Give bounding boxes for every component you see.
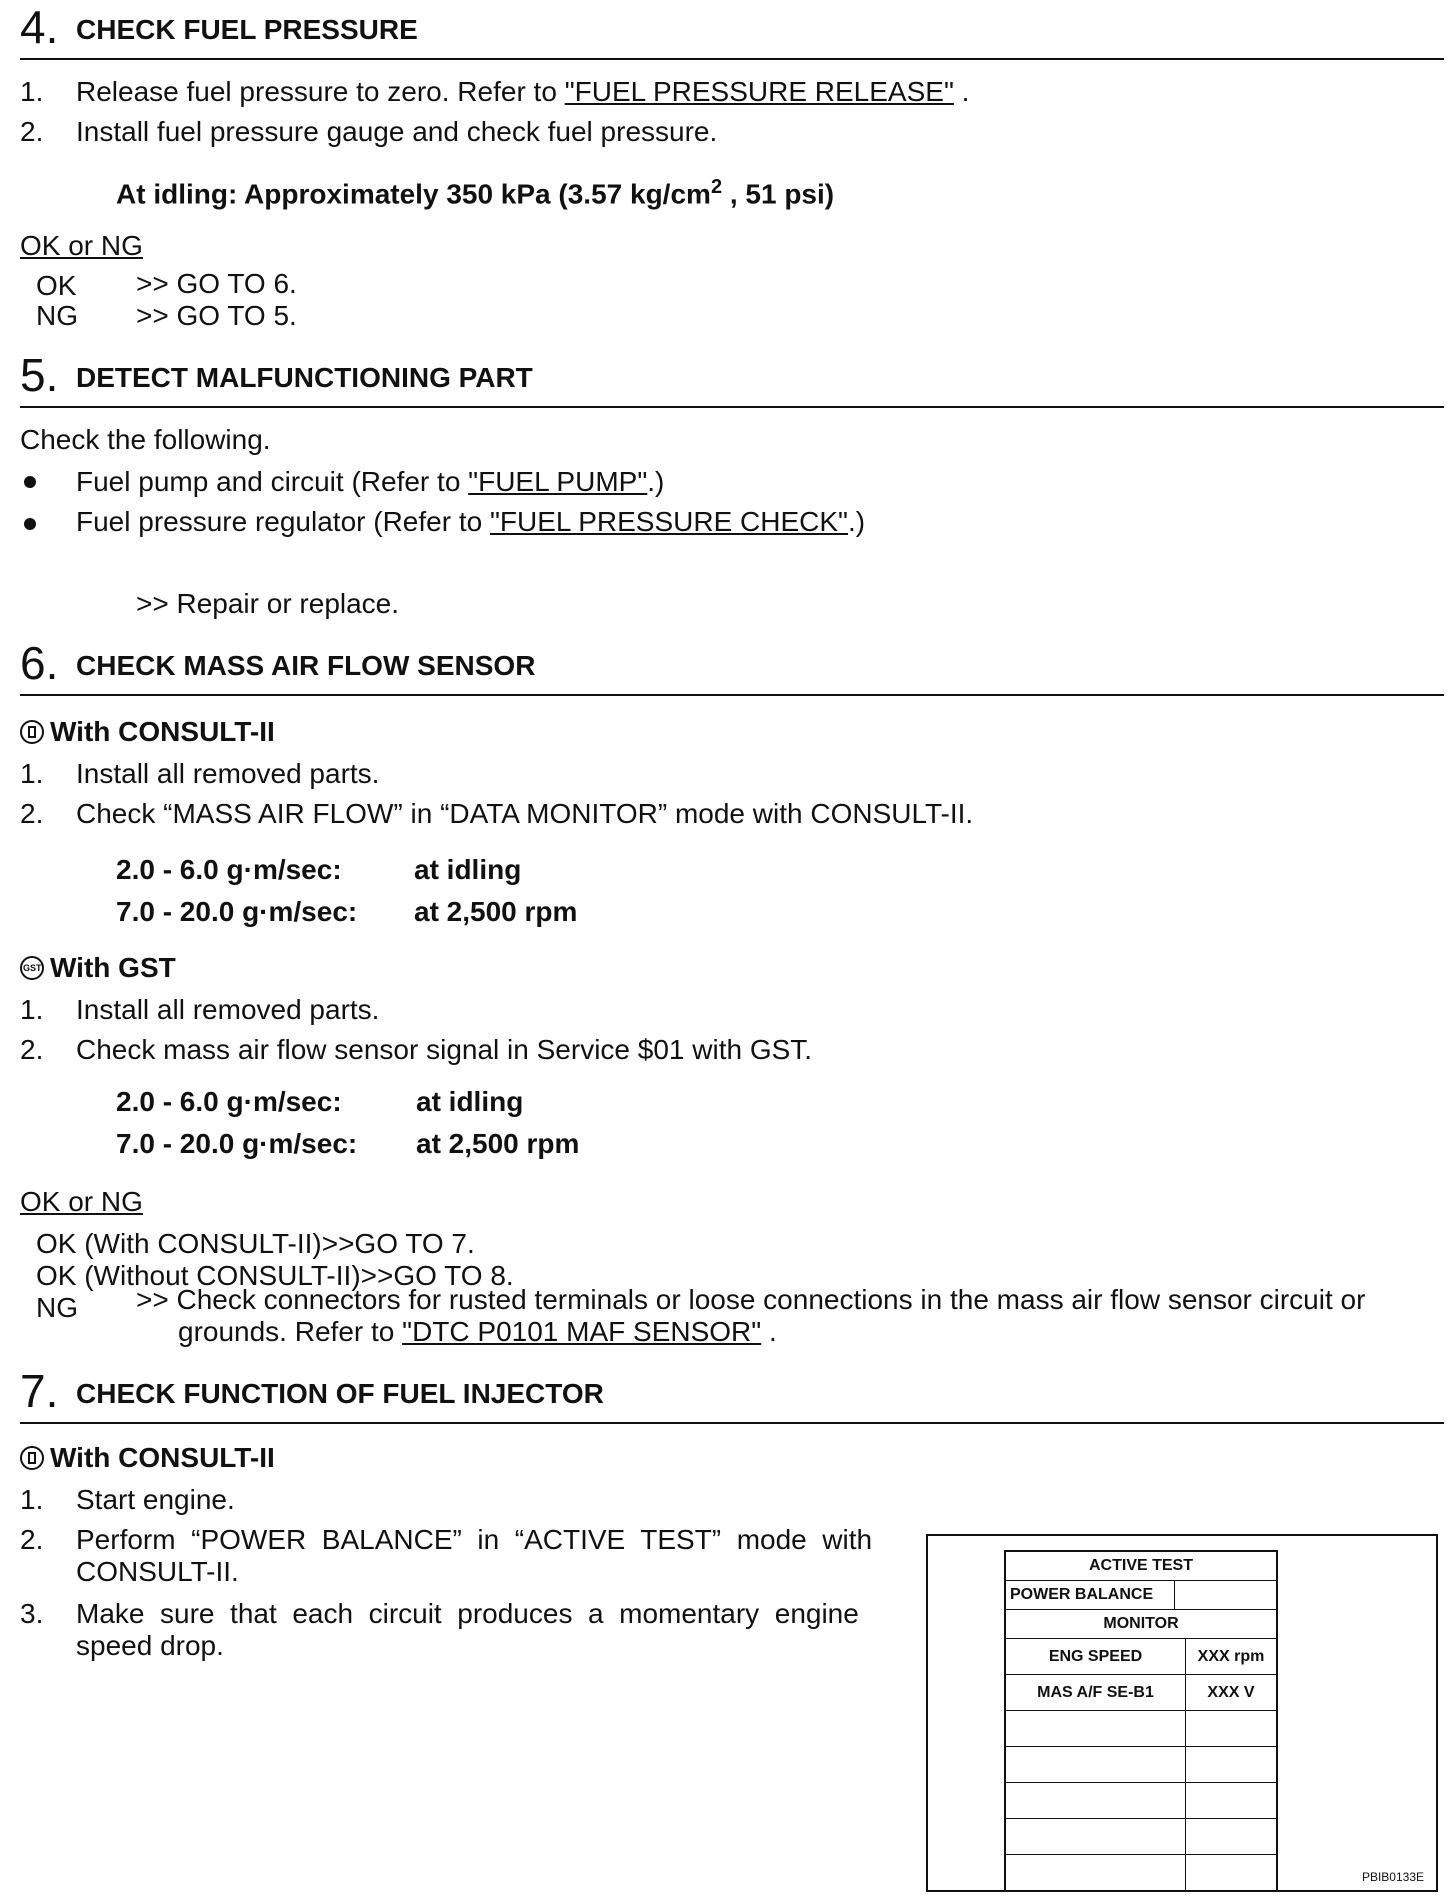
fuel-pressure-release-link[interactable]: "FUEL PRESSURE RELEASE" [564, 76, 954, 107]
step-6-c-item-1-number: 1. [20, 758, 44, 789]
step-4-item-1-text: Release fuel pressure to zero. Refer to [76, 76, 557, 107]
step-6-number: 6. [20, 637, 59, 689]
screen-row-1-label: ENG SPEED [1005, 1639, 1186, 1675]
step-6-gst-heading [20, 952, 176, 984]
step-4-item-2: Install fuel pressure gauge and check fuel pressure. [76, 116, 718, 147]
step-6-consult-heading [20, 716, 275, 748]
step-7-consult-label: With CONSULT-II [50, 1442, 275, 1473]
step-6-ok-with: OK (With CONSULT-II)>>GO TO 7. [36, 1228, 475, 1259]
consult-tool-icon [20, 1446, 44, 1470]
step-4-item-1-end: . [961, 76, 970, 107]
step-6-ng-label: NG [36, 1292, 78, 1323]
screen-empty-row [1005, 1783, 1186, 1819]
step-4-item-2-number: 2. [20, 116, 44, 147]
g-spec-1-condition: at idling [416, 1086, 524, 1117]
step-7-number: 7. [20, 1365, 59, 1417]
step-4-ng-action: >> GO TO 5. [136, 300, 297, 331]
g-spec-1-value: 2.0 - 6.0 g·m/sec: [116, 1086, 342, 1117]
step-6-consult-label: With CONSULT-II [50, 716, 275, 747]
step-6-c-item-2-number: 2. [20, 798, 44, 829]
step-4-ok-action: >> GO TO 6. [136, 268, 297, 299]
screen-empty-cell [1186, 1855, 1278, 1891]
step-4-item-1 [76, 76, 969, 108]
step-7-item-3-line-1: Make sure that each circuit produces a momentary engine [76, 1598, 859, 1629]
fuel-pump-link[interactable]: "FUEL PUMP" [468, 466, 648, 497]
fuel-pressure-spec [116, 176, 834, 210]
step-5-number: 5. [20, 349, 59, 401]
step-4-ng-label: NG [36, 300, 78, 331]
spec-post: , 51 psi) [729, 178, 835, 210]
active-test-screen [1004, 1550, 1278, 1892]
step-7-title: CHECK FUNCTION OF FUEL INJECTOR [76, 1378, 604, 1409]
step-7-item-1-number: 1. [20, 1484, 44, 1515]
bullet-1-end: .) [647, 466, 665, 497]
screen-test-value [1175, 1581, 1278, 1610]
step-6-rule [20, 694, 1444, 696]
screen-empty-cell [1186, 1711, 1278, 1747]
c-spec-2-value: 7.0 - 20.0 g·m/sec: [116, 896, 358, 927]
screen-empty-row [1005, 1711, 1186, 1747]
step-6-c-item-1: Install all removed parts. [76, 758, 380, 789]
step-5-bullet-1 [76, 466, 664, 498]
step-5-rule [20, 406, 1444, 408]
step-4-title: CHECK FUEL PRESSURE [76, 14, 418, 45]
step-6-gst-label: With GST [50, 952, 176, 983]
c-spec-2-condition: at 2,500 rpm [414, 896, 578, 927]
c-spec-1-condition: at idling [414, 854, 522, 885]
bullet-2-text: Fuel pressure regulator (Refer to [76, 506, 483, 537]
bullet-2 [24, 518, 36, 530]
step-4-item-1-number: 1. [20, 76, 44, 107]
dtc-p0101-maf-sensor-link[interactable]: "DTC P0101 MAF SENSOR" [402, 1316, 762, 1347]
step-6-ng-action-line-2 [178, 1316, 777, 1348]
step-7-item-2-line-2: CONSULT-II. [76, 1556, 239, 1587]
step-7-item-3-number: 3. [20, 1598, 44, 1629]
step-7-item-1: Start engine. [76, 1484, 235, 1515]
screen-row-1-value: XXX rpm [1186, 1639, 1278, 1675]
bullet-1 [24, 476, 36, 488]
step-4-number: 4. [20, 1, 59, 53]
step-4-ok-ng-heading: OK or NG [20, 230, 143, 261]
screen-row-2-label: MAS A/F SE-B1 [1005, 1675, 1186, 1711]
screen-empty-cell [1186, 1783, 1278, 1819]
c-spec-1-value: 2.0 - 6.0 g·m/sec: [116, 854, 342, 885]
g-spec-2-value: 7.0 - 20.0 g·m/sec: [116, 1128, 358, 1159]
step-5-intro: Check the following. [20, 424, 271, 455]
screen-empty-row [1005, 1855, 1186, 1891]
screen-empty-row [1005, 1747, 1186, 1783]
fuel-pressure-check-link[interactable]: "FUEL PRESSURE CHECK" [489, 506, 848, 537]
ng-action-text: grounds. Refer to [178, 1316, 395, 1347]
step-6-c-item-2: Check “MASS AIR FLOW” in “DATA MONITOR” mode with CONSULT-II. [76, 798, 974, 829]
consult-tool-icon [20, 720, 44, 744]
step-7-item-3-line-2: speed drop. [76, 1630, 224, 1661]
screen-empty-cell [1186, 1819, 1278, 1855]
step-4-rule [20, 58, 1444, 60]
step-7-rule [20, 1422, 1444, 1424]
figure-code: PBIB0133E [1361, 1870, 1424, 1884]
screen-header: ACTIVE TEST [1005, 1551, 1277, 1581]
screen-empty-row [1005, 1819, 1186, 1855]
step-6-g-item-2-number: 2. [20, 1034, 44, 1065]
step-7-item-2-line-1: Perform “POWER BALANCE” in “ACTIVE TEST” mode with [76, 1524, 873, 1555]
step-4-ok-label: OK [36, 270, 77, 301]
screen-row-2-value: XXX V [1186, 1675, 1278, 1711]
step-6-ok-ng-heading: OK or NG [20, 1186, 143, 1217]
step-6-title: CHECK MASS AIR FLOW SENSOR [76, 650, 536, 681]
step-6-ok-without: OK (Without CONSULT-II)>>GO TO 8. [36, 1260, 514, 1291]
step-6-g-item-1-number: 1. [20, 994, 44, 1025]
step-5-bullet-2 [76, 506, 865, 538]
bullet-2-end: .) [848, 506, 866, 537]
step-5-title: DETECT MALFUNCTIONING PART [76, 362, 533, 393]
gst-tool-icon: GST [20, 956, 44, 980]
screen-monitor: MONITOR [1005, 1610, 1277, 1639]
step-5-action: >> Repair or replace. [136, 588, 400, 619]
step-7-consult-heading [20, 1442, 275, 1474]
spec-pre: At idling: Approximately 350 kPa (3.57 kg/cm [116, 178, 711, 210]
g-spec-2-condition: at 2,500 rpm [416, 1128, 580, 1159]
spec-superscript: 2 [710, 176, 723, 198]
step-6-ng-action-line-1: >> Check connectors for rusted terminals or loose connections in the mass air flow sensor circuit or [136, 1284, 1366, 1315]
screen-test-name: POWER BALANCE [1005, 1581, 1175, 1610]
screen-empty-cell [1186, 1747, 1278, 1783]
ng-action-end: . [768, 1316, 777, 1347]
step-7-item-2-number: 2. [20, 1524, 44, 1555]
bullet-1-text: Fuel pump and circuit (Refer to [76, 466, 461, 497]
step-6-g-item-1: Install all removed parts. [76, 994, 380, 1025]
step-6-g-item-2: Check mass air flow sensor signal in Service $01 with GST. [76, 1034, 813, 1065]
